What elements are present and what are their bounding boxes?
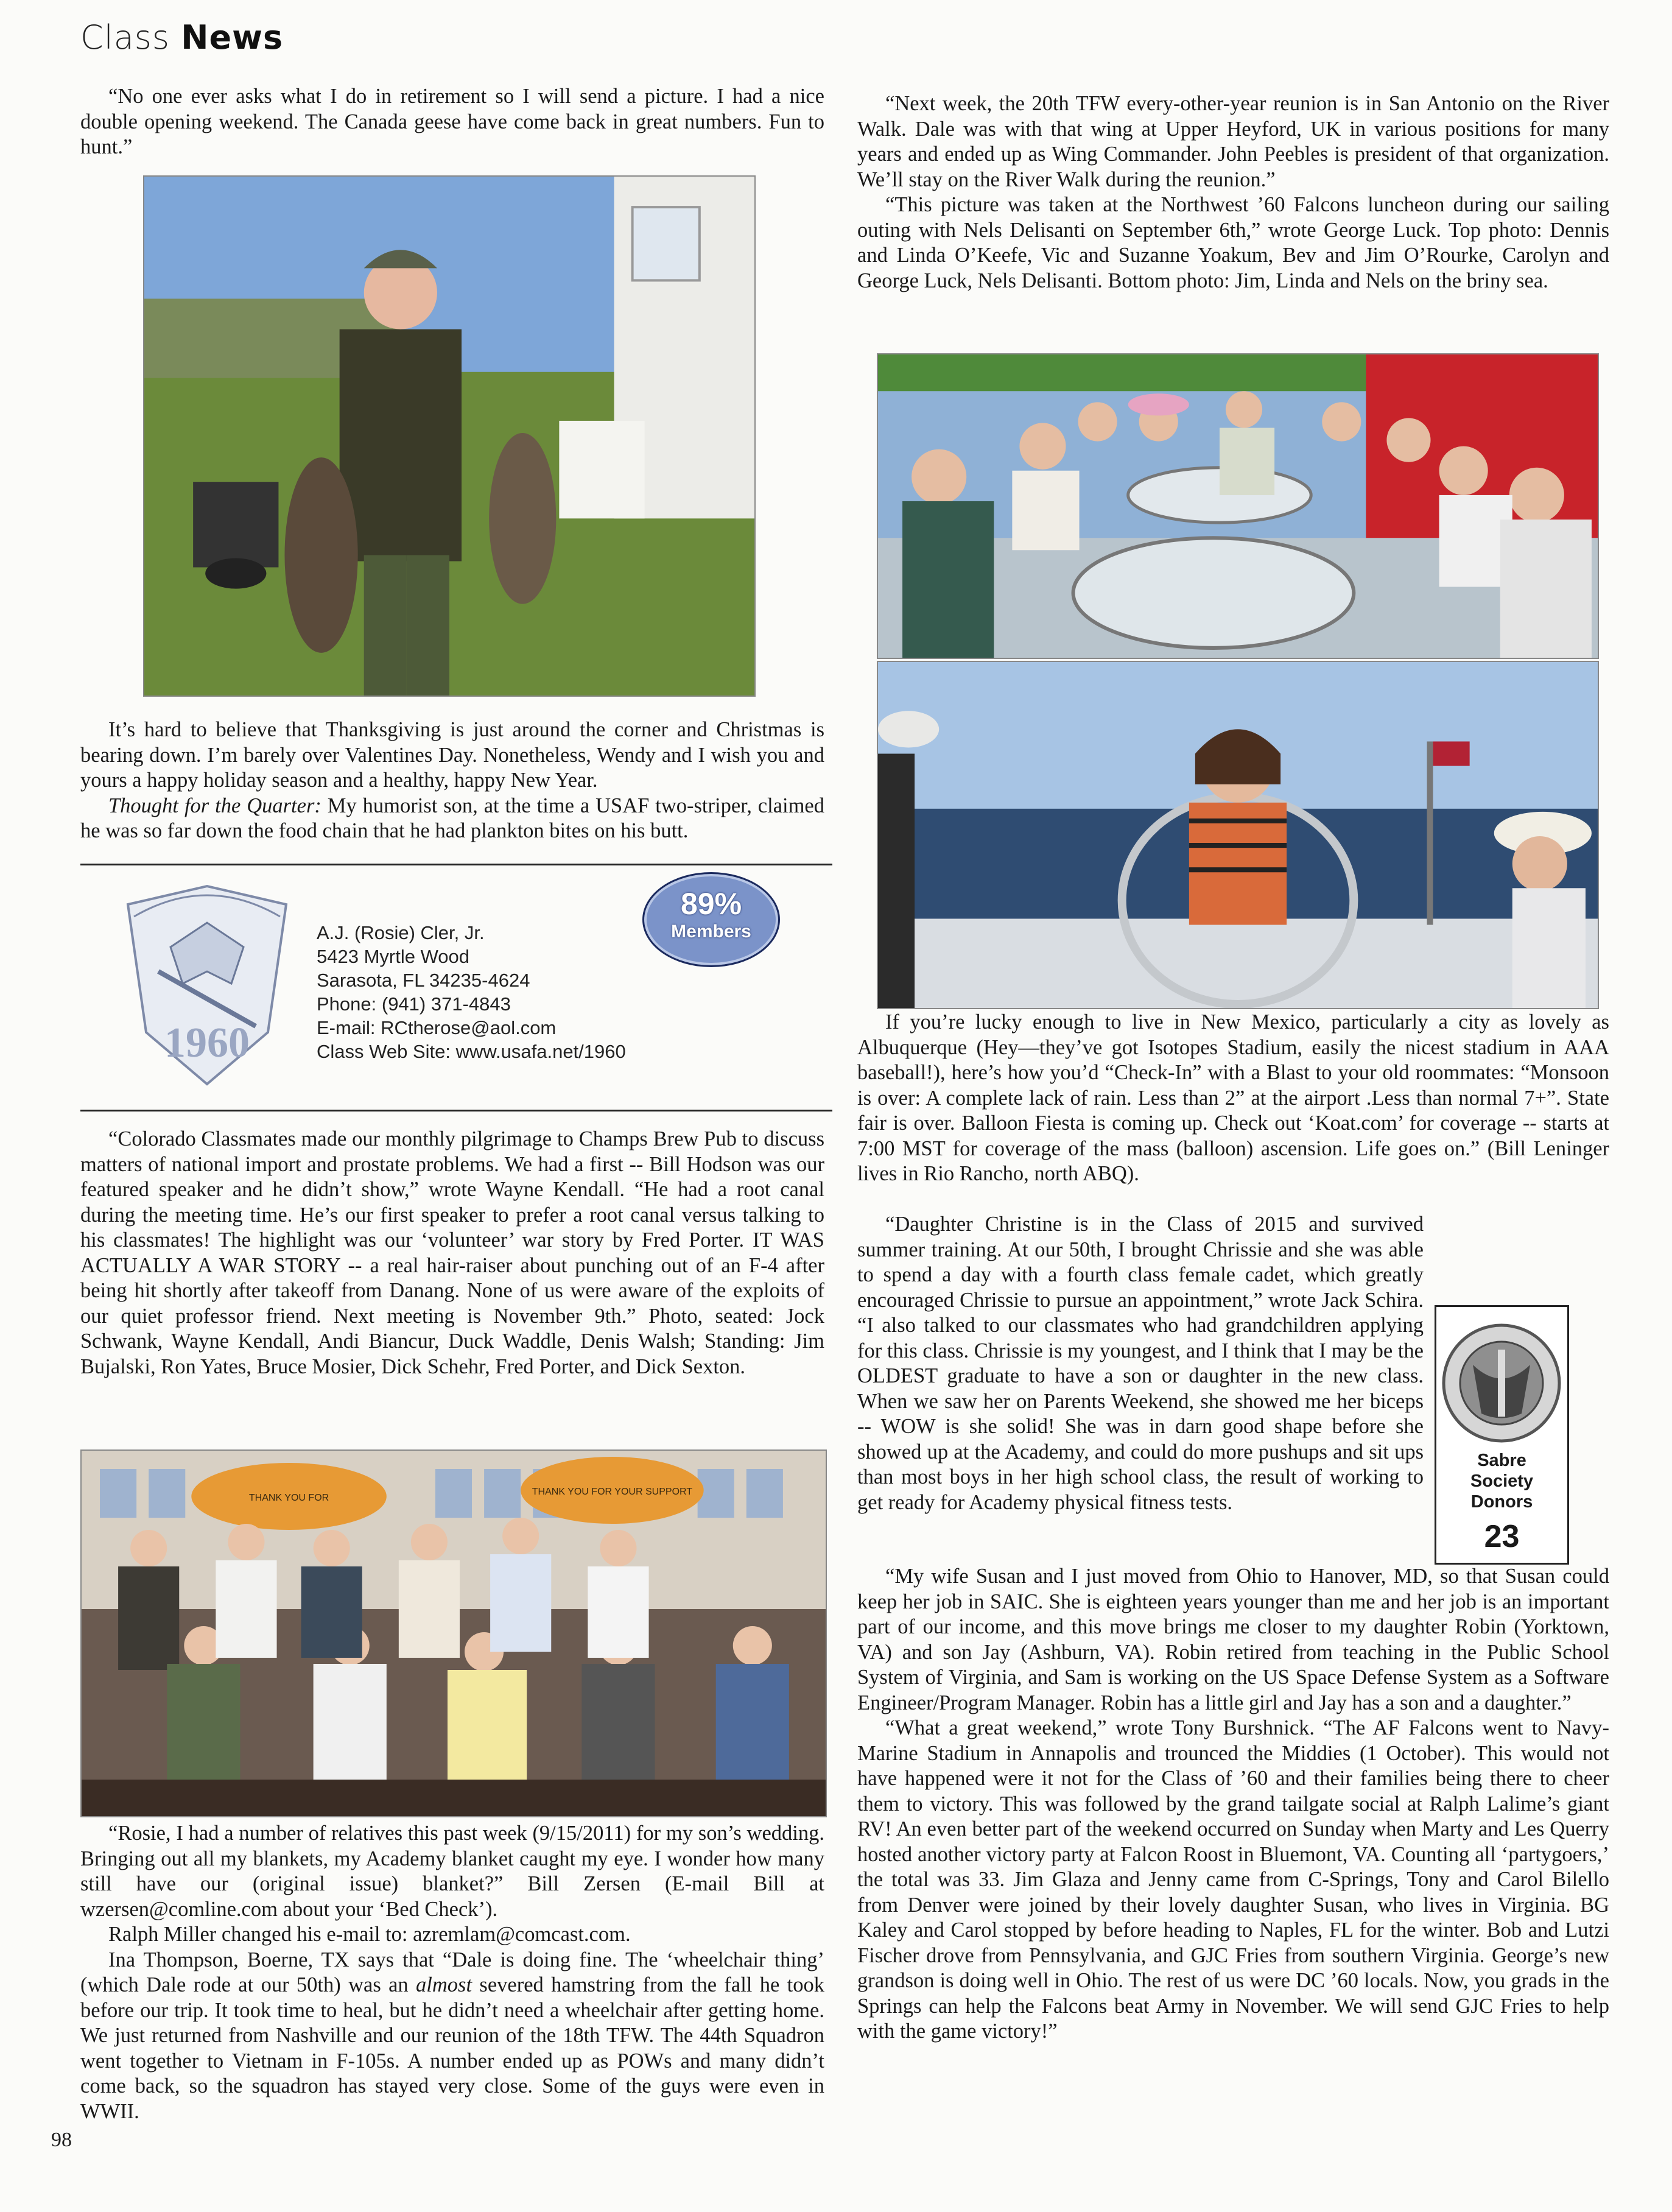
- paragraph: “My wife Susan and I just moved from Ohio to Hanover, MD, so that Susan could keep her job in SAIC. She is eighteen years younger than me and her job is an important part of our income, and this move brings me closer to my daughter Robin (Yorktown, VA) and son Jay (Ashburn, VA). Robin retired from teaching in the Public School System of Virginia, and Sam is working on the US Space Defense System as a Software Engineer/Program Manager. Robin has a little girl and Jay has a son and a daughter.”: [857, 1565, 1609, 1714]
- section-title-bold: News: [181, 18, 284, 57]
- contact-email[interactable]: E-mail: RCtherose@aol.com: [317, 1017, 557, 1038]
- section-header: [80, 18, 283, 57]
- photo-colorado-classmates: [80, 1449, 827, 1817]
- paragraph: It’s hard to believe that Thanksgiving is just around the corner and Christmas is bearing down. I’m barely over Valentines Day. Nonetheless, Wendy and I wish you and yours a happy holiday season and a healthy, happy New Year.: [80, 718, 824, 792]
- paragraph: “No one ever asks what I do in retirement so I will send a picture. I had a nice double opening weekend. The Canada geese have come back in great numbers. Fun to hunt.”: [80, 85, 824, 158]
- contact-name: A.J. (Rosie) Cler, Jr.: [317, 922, 485, 943]
- sabre-society-box: [1435, 1305, 1569, 1565]
- contact-city: Sarasota, FL 34235-4624: [317, 970, 530, 991]
- paragraph-thought: [80, 794, 824, 844]
- membership-label: Members: [671, 921, 751, 942]
- paragraph-thompson: [80, 1948, 824, 2125]
- membership-percent: 89%: [680, 887, 742, 921]
- right-middle-text: [857, 1010, 1609, 1187]
- sabre-society-logo: [1436, 1307, 1567, 1447]
- text-run: severed hamstring from the fall he took before our trip. It took time to heal, but he didn’t need a wheelchair after getting home. We just returned from Nashville and our reunion of the 18th TFW. The 44th Squadron went together to Vietnam in F-105s. A number ended up as POWs and many didn’t come back, so the squadron has stayed very close. Some of the guys were even in WWII.: [80, 1973, 825, 2123]
- paragraph: “Next week, the 20th TFW every-other-year reunion is in San Antonio on the River Walk. Dale was with that wing at Upper Heyford, UK in various positions for many years and ended up as Wing Commander. John Peebles is president of that organization. We’ll stay on the River Walk during the reunion.”: [857, 92, 1609, 191]
- right-top-text: [857, 91, 1609, 294]
- paragraph: “Daughter Christine is in the Class of 2015 and survived summer training. At our 50th, I brought Chrissie and she was able to spend a day with a fourth class female cadet, which greatly encouraged Chrissie to pursue an appointment,” wrote Jack Schira. “I also talked to our classmates who had grandchildren applying for this class. Chrissie is my youngest, and I think that I may be the OLDEST graduate to have a son or daughter in the new class. When we saw her on Parents Weekend, she showed me her biceps -- WOW is she solid! She was in darn good shape before she showed up at the Academy, and could do more pushups and sit ups than most boys in her high school class, the result of working to get ready for Academy physical fitness tests.: [857, 1213, 1424, 1514]
- paragraph: “This picture was taken at the Northwest ’60 Falcons luncheon during our sailing outing with Nels Delisanti on September 6th,” wrote George Luck. Top photo: Dennis and Linda O’Keefe, Vic and Suzanne Yoakum, Bev and Jim O’Rourke, Carolyn and George Luck, Nels Delisanti. Bottom photo: Jim, Linda and Nels on the briny sea.: [857, 193, 1609, 292]
- right-bottom-text: [857, 1564, 1609, 2045]
- paragraph: If you’re lucky enough to live in New Mexico, particularly a city as lovely as Albuquerque (Hey—they’ve got Isotopes Stadium, easily the nicest stadium in AAA baseball!), here’s how you’d “Check-In” with a Blast to your old roommates: “Monsoon is over: A complete lack of rain. Less than 2” at the airport .Less than normal 7+”. State fair is over. Balloon Fiesta is coming up. Check out ‘Koat.com’ for coverage -- starts at 7:00 MST for coverage of the mass (balloon) ascension. Life goes on.” (Bill Leninger lives in Rio Rancho, north ABQ).: [857, 1010, 1609, 1185]
- photo-sign-left: THANK YOU FOR: [248, 1493, 329, 1503]
- class-crest: [116, 880, 298, 1090]
- donor-count: 23: [1484, 1519, 1520, 1554]
- membership-badge: [642, 872, 780, 967]
- thought-text: My humorist son, at the time a USAF two-striper, claimed he was so far down the food chain that he had plankton bites on his butt.: [80, 794, 824, 842]
- contact-street: 5423 Myrtle Wood: [317, 946, 469, 967]
- photo-sailing: [877, 661, 1599, 1009]
- text-run: Ina Thompson, Boerne, TX says that “Dale is doing fine. The ‘wheelchair thing’ (which Dale rode at our 50th) was an: [80, 1948, 824, 1996]
- divider-top: [80, 864, 832, 865]
- donor-title: Sabre Society Donors: [1470, 1451, 1534, 1512]
- paragraph: “Colorado Classmates made our monthly pilgrimage to Champs Brew Pub to discuss matters of national import and prostate problems. We had a first -- Bill Hodson was our featured speaker and he didn’t show,” wrote Wayne Kendall. “He had a root canal during the meeting time. He’s our first speaker to prefer a root canal versus talking to his classmates! The highlight was our ‘volunteer’ war story by Fred Porter. IT WAS ACTUALLY A WAR STORY -- a real hair-raiser about punching out of an F-4 after being hit shortly after takeoff from Danang. None of us were aware of the exploits of our quiet professor friend. Next meeting is November 9th.” Photo, seated: Jock Schwank, Wayne Kendall, Andi Biancur, Duck Waddle, Denis Walsh; Standing: Jim Bujalski, Ron Yates, Bruce Mosier, Dick Schehr, Fred Porter, and Dick Sexton.: [80, 1127, 824, 1378]
- left-thanksgiving-text: [80, 717, 824, 844]
- contact-website[interactable]: Class Web Site: www.usafa.net/1960: [317, 1041, 626, 1062]
- right-schira-text: [857, 1212, 1424, 1515]
- photo-luncheon: [877, 353, 1599, 659]
- thought-label: Thought for the Quarter:: [108, 794, 321, 817]
- photo-goose-hunter: [143, 175, 756, 697]
- emphasis: almost: [416, 1973, 472, 1996]
- left-bottom-text: [80, 1821, 824, 2124]
- class-contact: [317, 921, 626, 1063]
- page-number: 98: [51, 2129, 72, 2151]
- paragraph: “Rosie, I had a number of relatives this past week (9/15/2011) for my son’s wedding. Bringing out all my blankets, my Academy blanket caught my eye. I wonder how many still have our (original issue) blanket?” Bill Zersen (E-mail Bill at wzersen@comline.com about your ‘Bed Check’).: [80, 1822, 824, 1921]
- left-intro-text: [80, 84, 824, 160]
- left-colorado-text: [80, 1127, 824, 1379]
- paragraph: “What a great weekend,” wrote Tony Burshnick. “The AF Falcons went to Navy-Marine Stadium in Annapolis and trounced the Middies (1 October). This would not have happened were it not for the Class of ’60 and their families being there to cheer them to victory. This was followed by the grand tailgate social at Ralph Lalime’s giant RV! An even better part of the weekend occurred on Sunday when Marty and Les Querry hosted another victory party at Falcon Roost in Bluemont, VA. Counting all ‘partygoers,’ the total was 33. Jim Glaza and Jenny came from C-Springs, Tony and Carol Bilello from Denver were joined by their lovely daughter Susan, who lives in Virginia. BG Kaley and Carol stopped by before heading to Naples, FL for the winter. Bob and Lutzi Fischer drove from Pennsylvania, and GJC Fries from southern Virginia. George’s new grandson is doing well in Ohio. The rest of us were DC ’60 locals. Now, you grads in the Springs can help the Falcons beat Army in November. We will send GJC Fries to help with the game victory!”: [857, 1716, 1609, 2043]
- photo-sign-right: THANK YOU FOR YOUR SUPPORT: [532, 1487, 693, 1497]
- paragraph: Ralph Miller changed his e-mail to: azremlam@comcast.com.: [108, 1923, 631, 1946]
- section-title-light: Class: [80, 18, 170, 57]
- divider-bottom: [80, 1110, 832, 1111]
- contact-phone: Phone: (941) 371-4843: [317, 993, 511, 1015]
- crest-year: 1960: [164, 1020, 250, 1066]
